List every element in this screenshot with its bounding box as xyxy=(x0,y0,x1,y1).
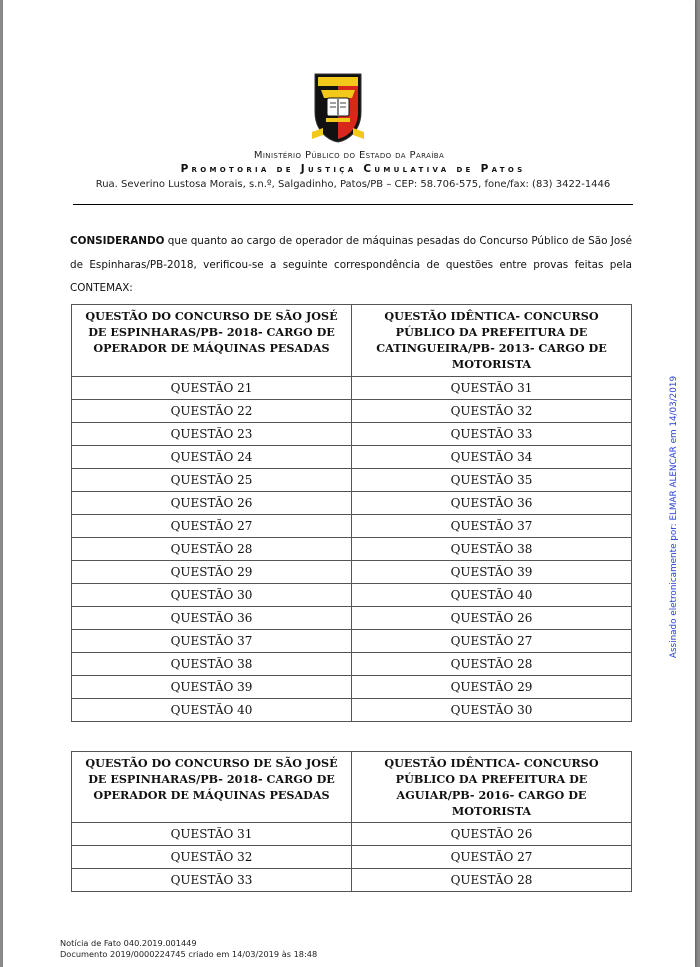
coat-of-arms-icon xyxy=(309,72,367,144)
question-cell-match: QUESTÃO 27 xyxy=(352,630,632,653)
table-header-row xyxy=(72,752,632,823)
question-cell-source: QUESTÃO 28 xyxy=(72,538,352,561)
question-cell-source: QUESTÃO 31 xyxy=(72,823,352,846)
footer-document-info: Documento 2019/0000224745 criado em 14/03/2019 às 18:48 xyxy=(60,949,318,959)
table-row xyxy=(72,515,632,538)
table-row xyxy=(72,653,632,676)
column-header: QUESTÃO DO CONCURSO DE SÃO JOSÉ DE ESPINHARAS/PB- 2018- CARGO DE OPERADOR DE MÁQUINAS PESADAS xyxy=(72,752,352,823)
question-cell-source: QUESTÃO 23 xyxy=(72,423,352,446)
question-cell-source: QUESTÃO 39 xyxy=(72,676,352,699)
question-cell-match: QUESTÃO 40 xyxy=(352,584,632,607)
question-cell-source: QUESTÃO 24 xyxy=(72,446,352,469)
question-cell-match: QUESTÃO 35 xyxy=(352,469,632,492)
intro-text: que quanto ao cargo de operador de máquinas pesadas do Concurso Público de São José de Espinharas/PB-2018, verificou-se a seguinte correspondência de questões entre provas feitas pela CONTEMAX: xyxy=(70,235,632,295)
correspondence-table-catingueira xyxy=(71,304,632,722)
question-cell-match: QUESTÃO 33 xyxy=(352,423,632,446)
table-row xyxy=(72,492,632,515)
question-cell-match: QUESTÃO 34 xyxy=(352,446,632,469)
table-row xyxy=(72,823,632,846)
question-cell-source: QUESTÃO 38 xyxy=(72,653,352,676)
electronic-signature-note xyxy=(668,362,680,672)
question-cell-match: QUESTÃO 28 xyxy=(352,869,632,892)
office-address: Rua. Severino Lustosa Morais, s.n.º, Salgadinho, Patos/PB – CEP: 58.706-575, fone/fax: (83) 3422-1446 xyxy=(95,179,611,190)
table-row xyxy=(72,446,632,469)
header-divider xyxy=(73,204,633,205)
table-row xyxy=(72,699,632,722)
question-cell-source: QUESTÃO 36 xyxy=(72,607,352,630)
question-cell-source: QUESTÃO 22 xyxy=(72,400,352,423)
question-cell-source: QUESTÃO 26 xyxy=(72,492,352,515)
table-row xyxy=(72,538,632,561)
question-cell-source: QUESTÃO 27 xyxy=(72,515,352,538)
question-cell-source: QUESTÃO 29 xyxy=(72,561,352,584)
correspondence-table-aguiar xyxy=(71,751,632,892)
question-cell-match: QUESTÃO 31 xyxy=(352,377,632,400)
question-cell-match: QUESTÃO 29 xyxy=(352,676,632,699)
question-cell-match: QUESTÃO 37 xyxy=(352,515,632,538)
question-cell-source: QUESTÃO 30 xyxy=(72,584,352,607)
question-cell-match: QUESTÃO 39 xyxy=(352,561,632,584)
document-page xyxy=(3,0,695,967)
column-header: QUESTÃO IDÊNTICA- CONCURSO PÚBLICO DA PREFEITURA DE AGUIAR/PB- 2016- CARGO DE MOTORISTA xyxy=(352,752,632,823)
question-cell-match: QUESTÃO 32 xyxy=(352,400,632,423)
question-cell-source: QUESTÃO 37 xyxy=(72,630,352,653)
table-row xyxy=(72,630,632,653)
table-row xyxy=(72,423,632,446)
question-cell-match: QUESTÃO 36 xyxy=(352,492,632,515)
table-row xyxy=(72,377,632,400)
signature-text: Assinado eletronicamente por: ELMAR ALENCAR em 14/03/2019 xyxy=(669,375,679,659)
document-footer xyxy=(60,938,317,960)
table-header-row xyxy=(72,305,632,377)
intro-paragraph xyxy=(70,230,632,301)
column-header: QUESTÃO IDÊNTICA- CONCURSO PÚBLICO DA PREFEITURA DE CATINGUEIRA/PB- 2013- CARGO DE MOTORISTA xyxy=(352,305,632,377)
table-body xyxy=(72,377,632,722)
table-body xyxy=(72,823,632,892)
intro-lead: CONSIDERANDO xyxy=(70,235,165,248)
question-cell-match: QUESTÃO 26 xyxy=(352,607,632,630)
question-cell-match: QUESTÃO 28 xyxy=(352,653,632,676)
table-row xyxy=(72,869,632,892)
question-cell-match: QUESTÃO 27 xyxy=(352,846,632,869)
table-row xyxy=(72,846,632,869)
column-header: QUESTÃO DO CONCURSO DE SÃO JOSÉ DE ESPINHARAS/PB- 2018- CARGO DE OPERADOR DE MÁQUINAS PESADAS xyxy=(72,305,352,377)
question-cell-match: QUESTÃO 30 xyxy=(352,699,632,722)
table-row xyxy=(72,676,632,699)
table-row xyxy=(72,561,632,584)
ministry-title: Ministério Público do Estado da Paraíba xyxy=(253,150,445,161)
question-cell-source: QUESTÃO 32 xyxy=(72,846,352,869)
footer-case-number: Notícia de Fato 040.2019.001449 xyxy=(60,938,197,948)
table-row xyxy=(72,469,632,492)
question-cell-source: QUESTÃO 40 xyxy=(72,699,352,722)
office-title: Promotoria de Justiça Cumulativa de Patos xyxy=(180,163,526,175)
question-cell-match: QUESTÃO 26 xyxy=(352,823,632,846)
question-cell-source: QUESTÃO 33 xyxy=(72,869,352,892)
table-row xyxy=(72,607,632,630)
table-row xyxy=(72,400,632,423)
question-cell-source: QUESTÃO 25 xyxy=(72,469,352,492)
question-cell-source: QUESTÃO 21 xyxy=(72,377,352,400)
table-row xyxy=(72,584,632,607)
question-cell-match: QUESTÃO 38 xyxy=(352,538,632,561)
